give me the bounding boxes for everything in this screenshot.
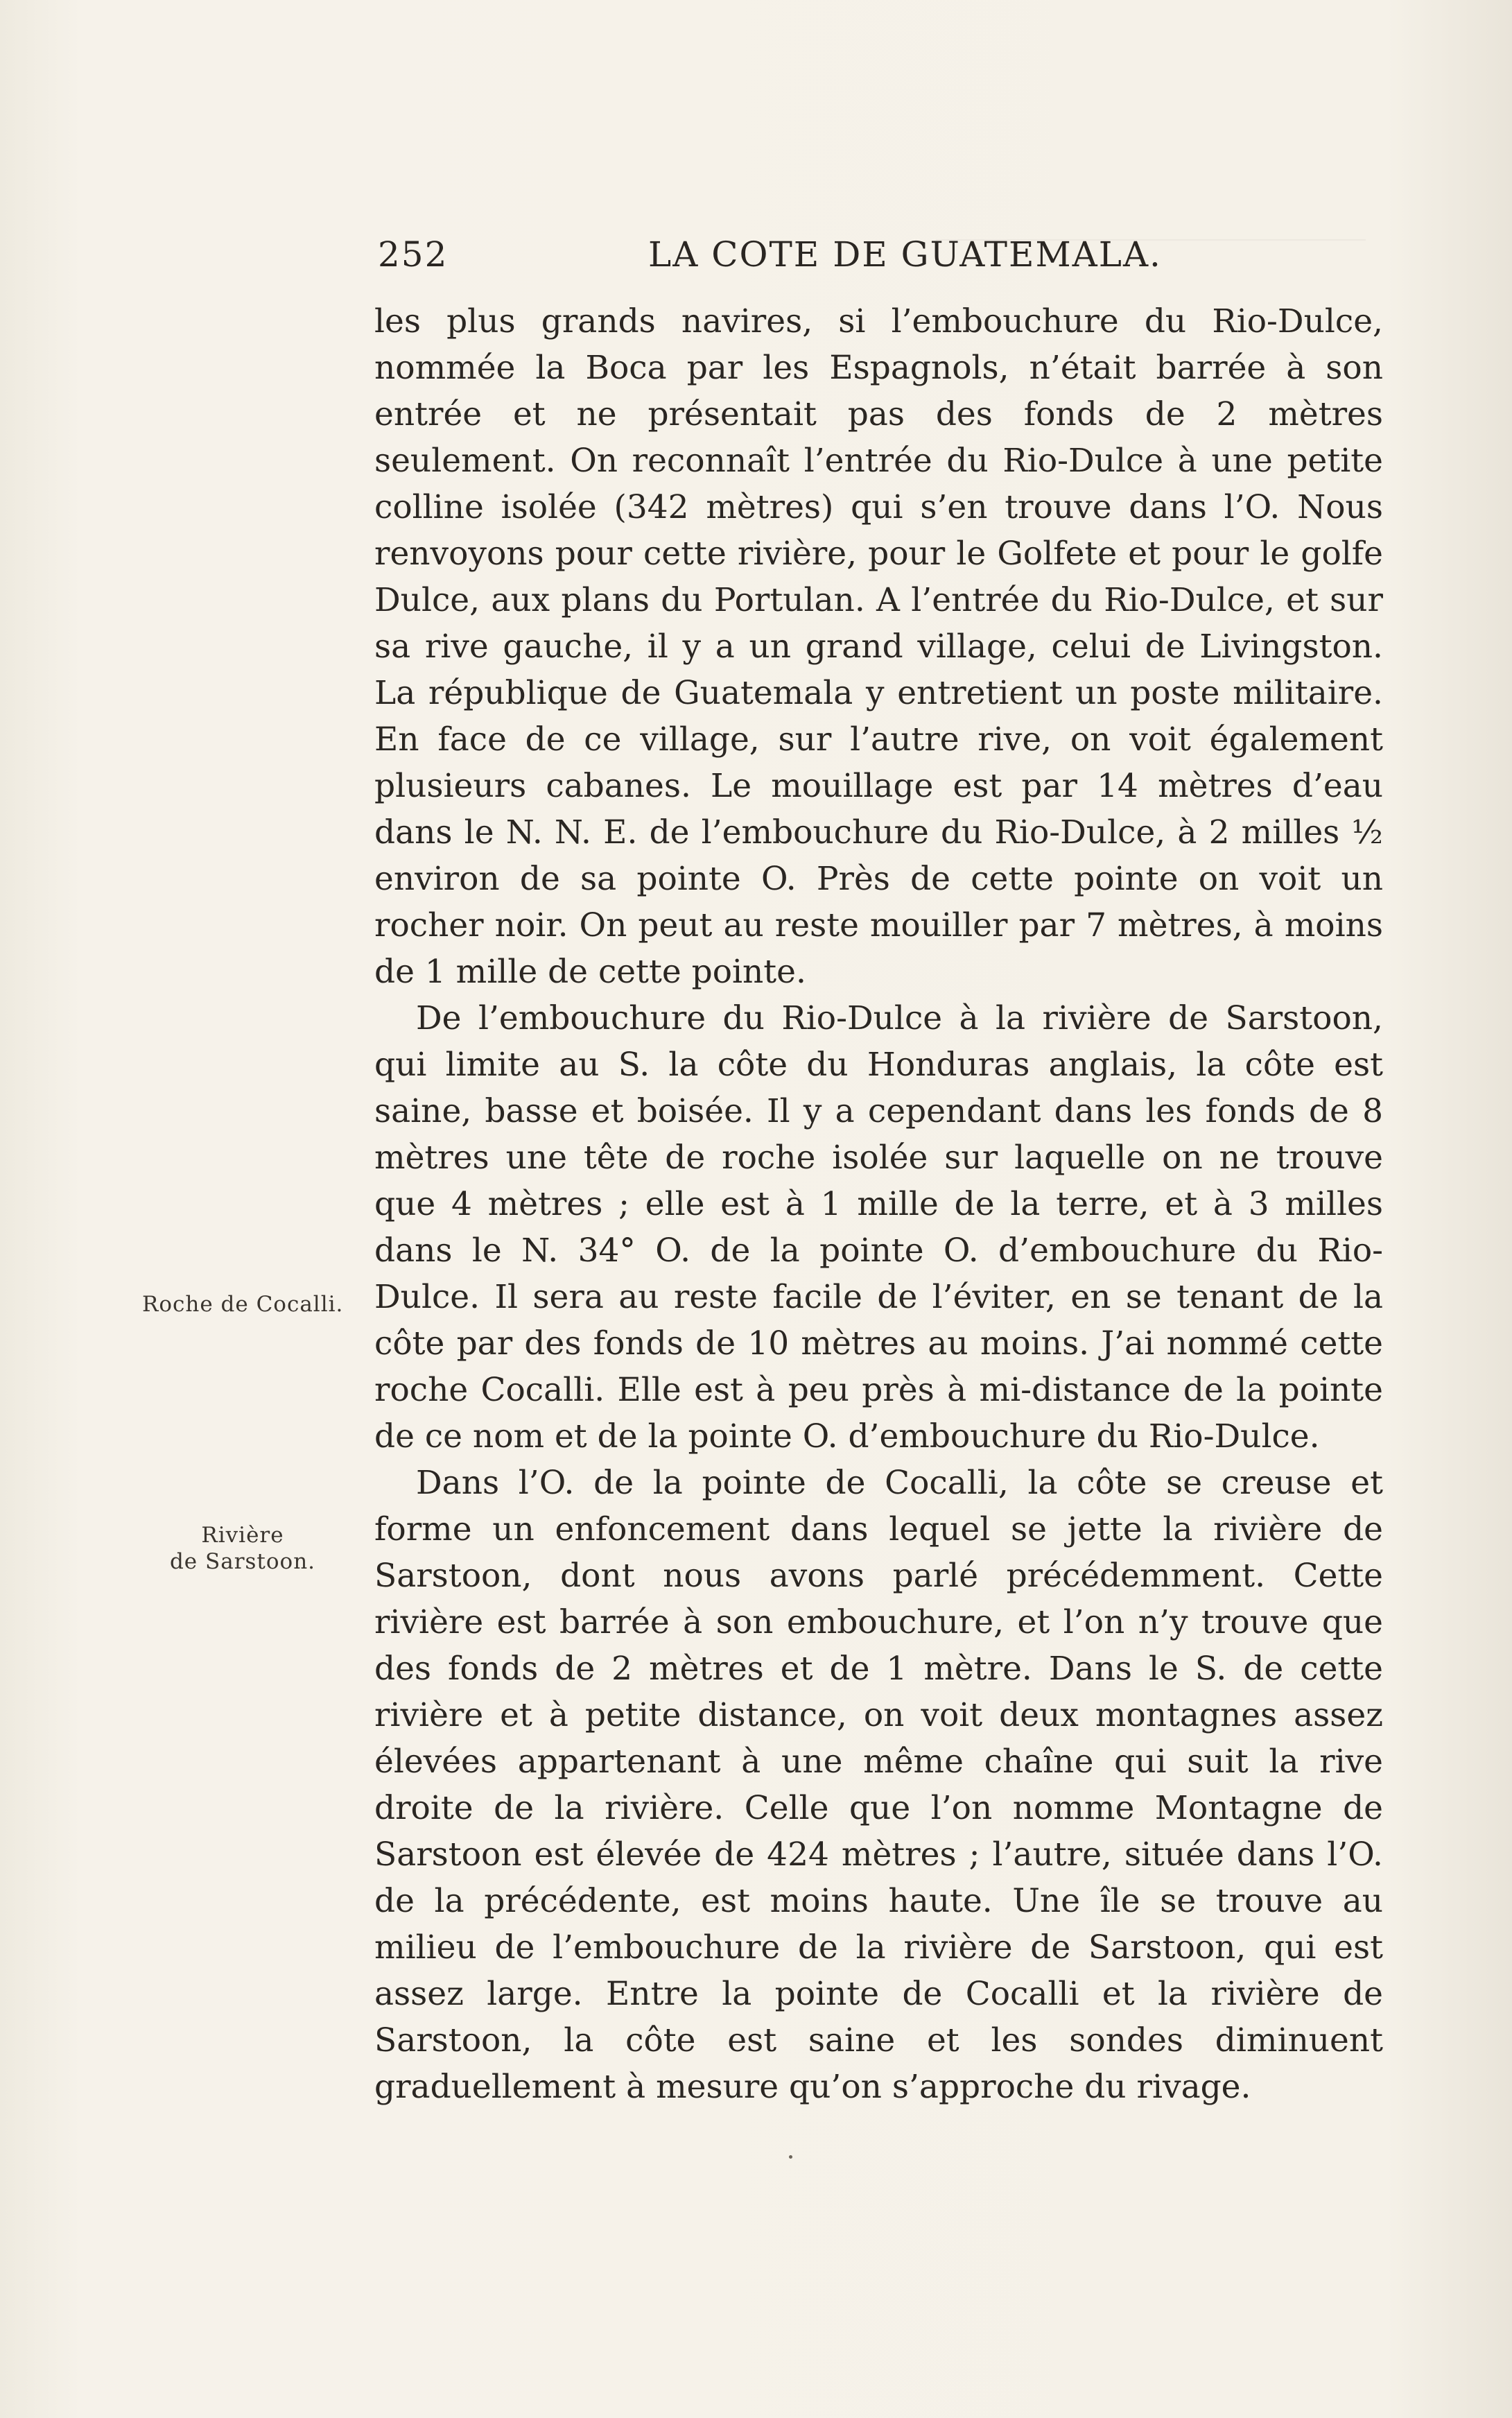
page-header	[378, 234, 1383, 283]
margin-note-sarstoon-line1: Rivière	[201, 1523, 284, 1548]
ink-speck	[789, 2155, 792, 2159]
body-text	[374, 298, 1383, 2110]
margin-note-sarstoon-line2: de Sarstoon.	[169, 1549, 316, 1574]
margin-note-cocalli: Roche de Cocalli.	[142, 1292, 344, 1317]
page-number: 252	[378, 234, 449, 275]
running-title: LA COTE DE GUATEMALA.	[648, 234, 1162, 275]
margin-note-sarstoon	[159, 1522, 326, 1575]
paragraph-3: Dans l’O. de la pointe de Cocalli, la côte se creuse et forme un enfoncement dans lequel se jette la rivière de Sarstoon, dont nous avons parlé précédemment. Cette rivière est barrée à son embouchure, et l’on n’y trouve que des fonds de 2 mètres et de 1 mètre. Dans le S. de cette rivière et à petite distance, on voit deux montagnes assez élevées appartenant à une même chaîne qui suit la rive droite de la rivière. Celle que l’on nomme Montagne de Sarstoon est élevée de 424 mètres ; l’autre, située dans l’O. de la précédente, est moins haute. Une île se trouve au milieu de l’embouchure de la rivière de Sarstoon, qui est assez large. Entre la pointe de Cocalli et la rivière de Sarstoon, la côte est saine et les sondes diminuent graduellement à mesure qu’on s’approche du rivage.	[374, 1464, 1383, 2106]
paragraph-1: les plus grands navires, si l’embouchure du Rio-Dulce, nommée la Boca par les Espagnols, n’était barrée à son entrée et ne présentait pas des fonds de 2 mètres seulement. On reconnaît l’entrée du Rio-Dulce à une petite colline isolée (342 mètres) qui s’en trouve dans l’O. Nous renvoyons pour cette rivière, pour le Golfete et pour le golfe Dulce, aux plans du Portulan. A l’entrée du Rio-Dulce, et sur sa rive gauche, il y a un grand village, celui de Livingston. La république de Guatemala y entretient un poste militaire. En face de ce village, sur l’autre rive, on voit également plusieurs cabanes. Le mouillage est par 14 mètres d’eau dans le N. N. E. de l’embouchure du Rio-Dulce, à 2 milles ½ environ de sa pointe O. Près de cette pointe on voit un rocher noir. On peut au reste mouiller par 7 mètres, à moins de 1 mille de cette pointe.	[374, 302, 1383, 991]
paragraph-2: De l’embouchure du Rio-Dulce à la rivière de Sarstoon, qui limite au S. la côte du Honduras anglais, la côte est saine, basse et boisée. Il y a cependant dans les fonds de 8 mètres une tête de roche isolée sur laquelle on ne trouve que 4 mètres ; elle est à 1 mille de la terre, et à 3 milles dans le N. 34° O. de la pointe O. d’embouchure du Rio-Dulce. Il sera au reste facile de l’éviter, en se tenant de la côte par des fonds de 10 mètres au moins. J’ai nommé cette roche Cocalli. Elle est à peu près à mi-distance de la pointe de ce nom et de la pointe O. d’embouchure du Rio-Dulce.	[374, 999, 1383, 1456]
